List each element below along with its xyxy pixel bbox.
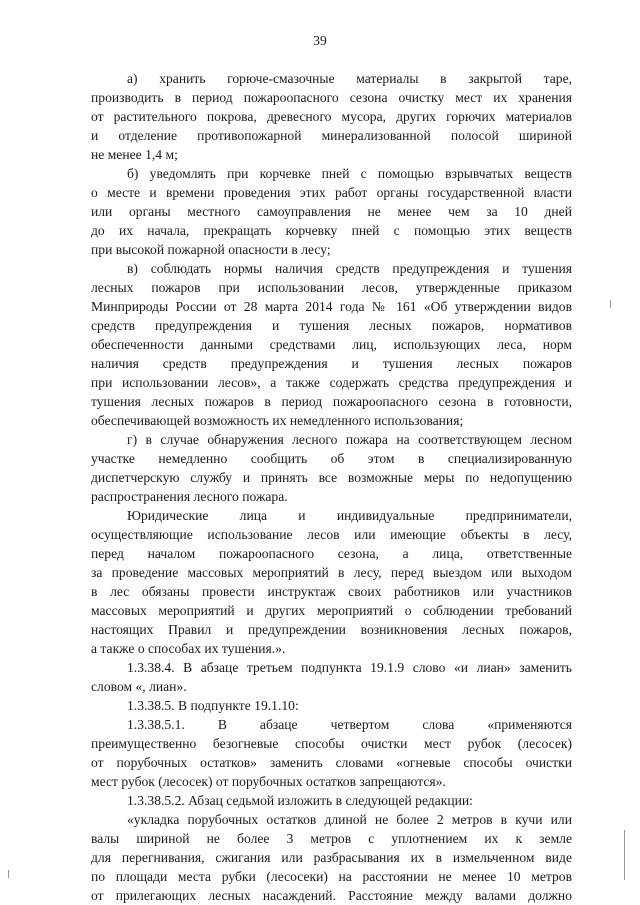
text-line: б) уведомлять при корчевке пней с помощью взрывчатых веществ xyxy=(127,166,572,181)
scan-artifact xyxy=(624,830,625,880)
text-line: о месте и времени проведения этих работ органы государственной власти xyxy=(91,185,572,200)
text-line: 1.3.38.5.2. Абзац седьмой изложить в следующей редакции: xyxy=(127,793,473,808)
text-line: 1.3.38.5. В подпункте 19.1.10: xyxy=(127,698,299,713)
text-line: обеспеченности данными средствами лиц, использующих леса, норм xyxy=(91,337,572,352)
text-line: производить в период пожароопасного сезона очистку мест их хранения xyxy=(91,90,572,105)
text-line: Минприроды России от 28 марта 2014 года № 161 «Об утверждении видов xyxy=(91,299,572,314)
text-line: обеспечивающей возможность их немедленного использования; xyxy=(91,413,464,428)
text-line: настоящих Правил и предупреждении возникновения лесных пожаров, xyxy=(91,622,572,637)
text-line: от прилегающих лесных насаждений. Расстояние между валами должно xyxy=(91,888,572,903)
scan-artifact xyxy=(8,870,9,878)
text-line: мест рубок (лесосек) от порубочных остатков запрещаются». xyxy=(91,774,446,789)
text-line: а также о способах их тушения.». xyxy=(91,641,286,656)
text-line: преимущественно безогневые способы очистки мест рубок (лесосек) xyxy=(91,736,572,751)
scan-artifact xyxy=(610,300,611,308)
text-line: лесных пожаров при использовании лесов, утвержденные приказом xyxy=(91,280,572,295)
text-line: за проведение массовых мероприятий в лесу, перед выездом или выходом xyxy=(91,565,572,580)
text-line: 1.3.38.4. В абзаце третьем подпункта 19.1.9 слово «и лиан» заменить xyxy=(127,660,572,675)
text-line: по площади места рубки (лесосеки) на расстоянии не менее 10 метров xyxy=(91,869,572,884)
text-line: валы шириной не более 3 метров с уплотнением их к земле xyxy=(91,831,572,846)
text-line: участке немедленно сообщить об этом в специализированную xyxy=(91,451,572,466)
text-line: от растительного покрова, древесного мусора, других горючих материалов xyxy=(91,109,572,124)
text-line: диспетчерскую службу и принять все возможные меры по недопущению xyxy=(91,470,572,485)
text-line: в) соблюдать нормы наличия средств предупреждения и тушения xyxy=(127,261,572,276)
text-line: «укладка порубочных остатков длиной не более 2 метров в кучи или xyxy=(127,812,572,827)
text-line: словом «, лиан». xyxy=(91,679,187,694)
text-line: 1.3.38.5.1. В абзаце четвертом слова «применяются xyxy=(127,717,572,732)
text-line: тушения лесных пожаров в период пожароопасного сезона в готовности, xyxy=(91,394,572,409)
text-line: распространения лесного пожара. xyxy=(91,489,288,504)
text-line: средств предупреждения и тушения лесных пожаров, нормативов xyxy=(91,318,572,333)
text-line: г) в случае обнаружения лесного пожара на соответствующем лесном xyxy=(127,432,572,447)
text-line: наличия средств предупреждения и тушения лесных пожаров xyxy=(91,356,572,371)
text-line: в лес обязаны провести инструктаж своих работников или участников xyxy=(91,584,572,599)
text-line: до их начала, прекращать корчевку пней с помощью этих веществ xyxy=(91,223,572,238)
text-line: не менее 1,4 м; xyxy=(91,147,178,162)
document-body xyxy=(91,69,572,905)
text-line: а) хранить горюче-смазочные материалы в закрытой таре, xyxy=(127,71,572,86)
text-line: Юридические лица и индивидуальные предприниматели, xyxy=(127,508,572,523)
text-line: или органы местного самоуправления не менее чем за 10 дней xyxy=(91,204,572,219)
text-line: перед началом пожароопасного сезона, а лица, ответственные xyxy=(91,546,572,561)
text-line: и отделение противопожарной минерализованной полосой шириной xyxy=(91,128,572,143)
text-line: массовых мероприятий и других мероприятий о соблюдении требований xyxy=(91,603,572,618)
text-line: для перегнивания, сжигания или разбрасывания их в измельченном виде xyxy=(91,850,572,865)
text-line: при использовании лесов», а также содержать средства предупреждения и xyxy=(91,375,572,390)
page-number: 39 xyxy=(313,33,327,48)
text-line: осуществляющие использование лесов или имеющие объекты в лесу, xyxy=(91,527,572,542)
text-line: от порубочных остатков» заменить словами «огневые способы очистки xyxy=(91,755,572,770)
text-line: при высокой пожарной опасности в лесу; xyxy=(91,242,331,257)
